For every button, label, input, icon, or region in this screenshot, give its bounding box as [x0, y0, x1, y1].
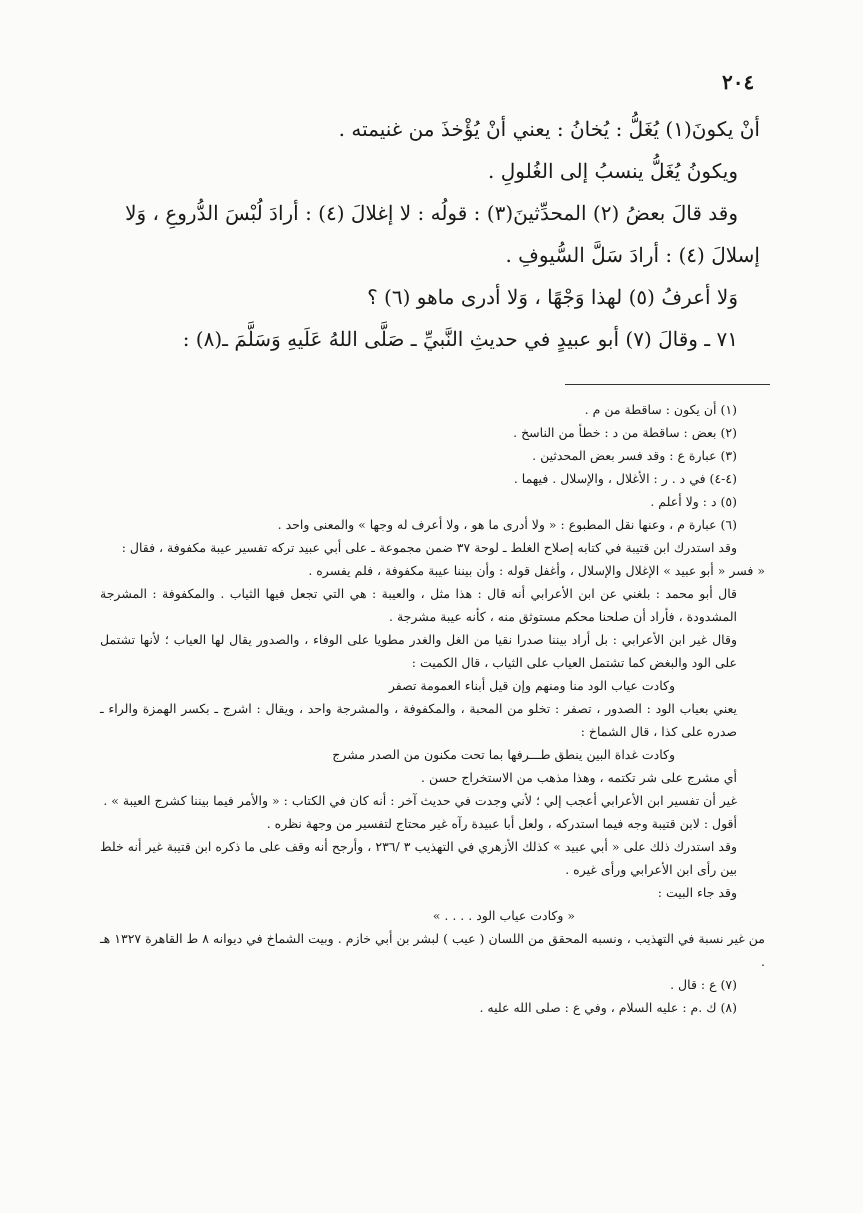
main-text — [95, 108, 760, 360]
footnote: (٦) عبارة م ، وعنها نقل المطبوع : « ولا أدرى ما هو ، ولا أعرف له وجها » والمعنى واحد . — [277, 517, 737, 532]
footnote: (٨) ك .م : عليه السلام ، وفي ع : صلى الله عليه . — [479, 1000, 737, 1015]
main-line: أنْ يكونَ(١) يُغَلُّ : يُخانُ : يعني أنْ يُؤْخذَ من غنيمته . — [338, 117, 760, 141]
commentary-paragraph: غير أن تفسير ابن الأعرابي أعجب إلي ؛ لأني وجدت في حديث آخر : أنه كان في الكتاب : « والأمر فيما بيننا كشرج العيبة » . — [103, 793, 737, 808]
main-line: ٧١ ـ وقالَ (٧) أبو عبيدٍ في حديثِ النَّبيِّ ـ صَلَّى اللهُ عَلَيهِ وَسَلَّمَ ـ(٨) : — [182, 327, 738, 351]
footnotes — [100, 398, 765, 1019]
commentary-paragraph: من غير نسبة في التهذيب ، ونسبه المحقق من اللسان ( عيب ) لبشر بن أبي خازم . وبيت الشماخ في ديوانه ٨ ط القاهرة ١٣٢٧ هـ . — [100, 931, 765, 969]
commentary-paragraph: يعني بعياب الود : الصدور ، تصفر : تخلو من المحبة ، والمكفوفة ، والمشرجة واحد ، ويقال : اشرج ـ بكسر الهمزة والراء ـ صدره على كذا ، قال الشماخ : — [100, 701, 737, 739]
verse-line: وكادت غداة البين ينطق طـــرفها بما تحت مكنون من الصدر مشرج — [332, 747, 675, 762]
commentary-paragraph: وقد استدرك ذلك على « أبي عبيد » كذلك الأزهري في التهذيب ٣ /٢٣٦ ، وأرجح أنه وقف على ما ذكره ابن قتيبة غير أنه خلط بين رأى ابن الأعرابي ورأى غيره . — [100, 839, 737, 877]
commentary-paragraph: أي مشرج على شر تكتمه ، وهذا مذهب من الاستخراج حسن . — [421, 770, 737, 785]
commentary-paragraph: أقول : لابن قتيبة وجه فيما استدركه ، ولعل أبا عبيدة رآه غير محتاج لتفسير من وجهة نظره . — [266, 816, 737, 831]
commentary-paragraph: « فسر « أبو عبيد » الإغلال والإسلال ، وأغفل قوله : وأن بيننا عيبة مكفوفة ، فلم يفسره . — [308, 563, 765, 578]
footnote-separator — [565, 384, 770, 385]
footnote: (٥) د : ولا أعلم . — [650, 494, 737, 509]
commentary-paragraph: وقال غير ابن الأعرابي : بل أراد بيننا صدرا نقيا من الغل والغدر مطويا على الوفاء ، والصدور يقال لها العياب ؛ لأنها تشتمل على الود والبغض كما تشتمل العياب على الثياب ، قال الكميت : — [100, 632, 737, 670]
main-line: ويكونُ يُغَلُّ ينسبُ إلى الغُلولِ . — [488, 159, 738, 183]
commentary-paragraph: وقد جاء البيت : — [657, 885, 737, 900]
footnote: (٢) بعض : ساقطة من د : خطأ من الناسخ . — [513, 425, 737, 440]
footnote: (٧) ع : قال . — [670, 977, 737, 992]
commentary-paragraph: وقد استدرك ابن قتيبة في كتابه إصلاح الغلط ـ لوحة ٣٧ ضمن مجموعة ـ على أبي عبيد تركه تفسير عيبة مكفوفة ، فقال : — [121, 540, 737, 555]
page-number: ٢٠٤ — [722, 70, 755, 94]
main-line: وقد قالَ بعضُ (٢) المحدِّثينَ(٣) : قولُه : لا إغلالَ (٤) : أرادَ لُبْسَ الدُّروعِ ، وَلا — [125, 201, 738, 225]
commentary-paragraph: قال أبو محمد : بلغني عن ابن الأعرابي أنه قال : هذا مثل ، والعيبة : هي التي تجعل فيها الثياب . والمكفوفة : المشرجة المشدودة ، فأراد أن صلحنا محكم مستوثق منه ، كأنه عيبة مشرجة . — [100, 586, 737, 624]
verse-line: « وكادت عياب الود . . . . » — [432, 908, 575, 923]
verse-line: وكادت عياب الود منا ومنهم وإن قيل أبناء العمومة تصفر — [388, 678, 675, 693]
main-line: وَلا أعرفُ (٥) لهذا وَجْهًا ، وَلا أدرى ماهو (٦) ؟ — [367, 285, 738, 309]
footnote: (٣) عبارة ع : وقد فسر بعض المحدثين . — [532, 448, 737, 463]
footnote: (١) أن يكون : ساقطة من م . — [584, 402, 737, 417]
footnote: (٤-٤) في د . ر : الأغلال ، والإسلال . فيهما . — [513, 471, 737, 486]
main-line: إسلالَ (٤) : أرادَ سَلَّ السُّيوفِ . — [505, 243, 760, 267]
